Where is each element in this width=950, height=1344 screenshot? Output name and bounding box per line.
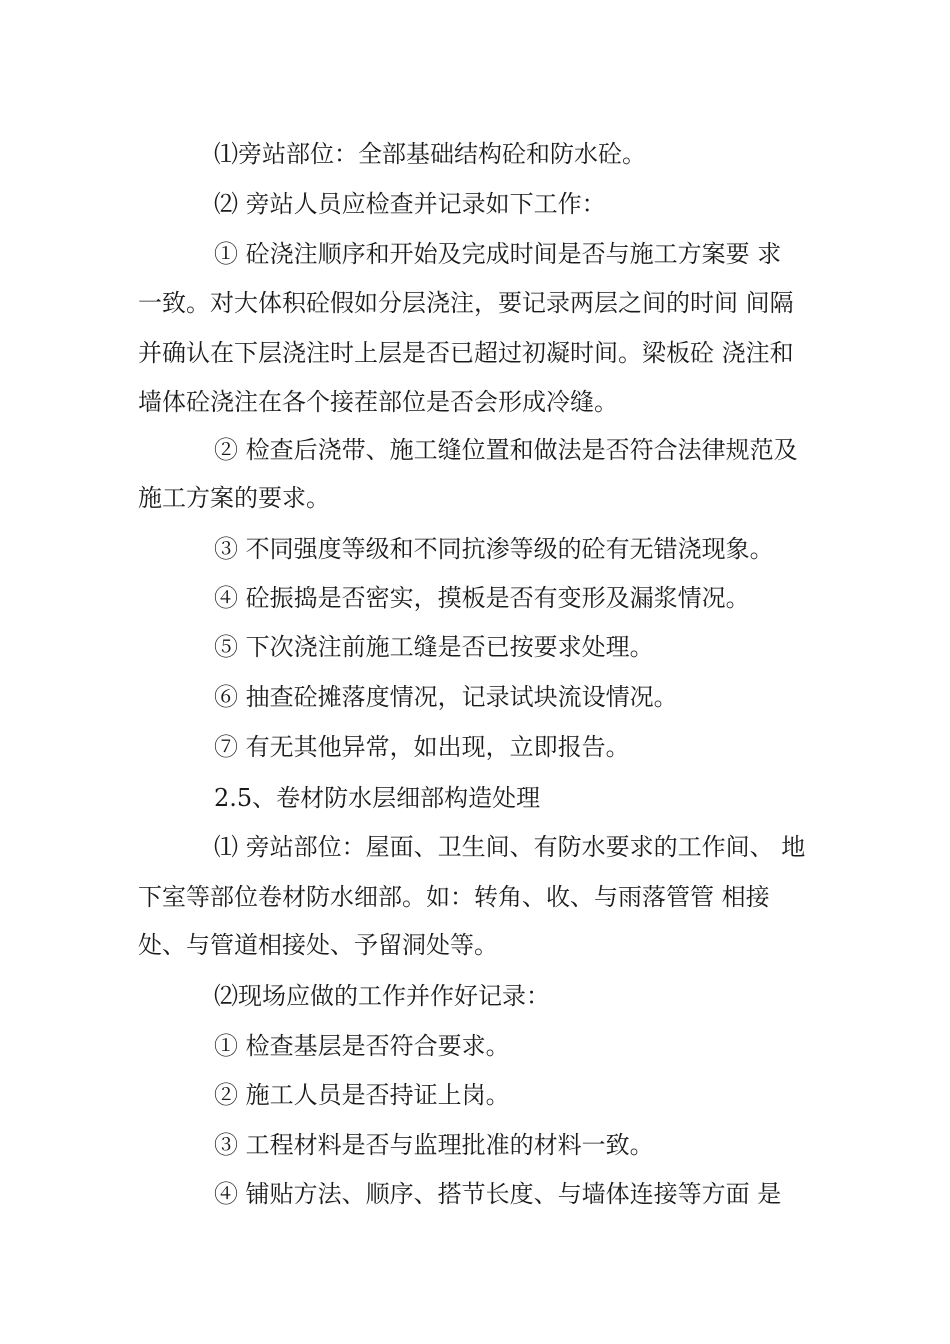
paragraph-line: ③ 不同强度等级和不同抗渗等级的砼有无错浇现象。 <box>214 535 774 563</box>
paragraph-line: 一致。对大体积砼假如分层浇注，要记录两层之间的时间 间隔 <box>138 289 794 317</box>
paragraph-line: ② 检查后浇带、施工缝位置和做法是否符合法律规范及 <box>214 436 798 464</box>
paragraph-line: ⑦ 有无其他异常，如出现，立即报告。 <box>214 733 630 761</box>
paragraph-line: 施工方案的要求。 <box>138 484 330 512</box>
paragraph-line: ⑥ 抽查砼摊落度情况，记录试块流设情况。 <box>214 683 678 711</box>
paragraph-line: ① 砼浇注顺序和开始及完成时间是否与施工方案要 求 <box>214 240 782 268</box>
paragraph-line: ⑤ 下次浇注前施工缝是否已按要求处理。 <box>214 633 654 661</box>
paragraph-line: ⑵ 旁站人员应检查并记录如下工作： <box>214 190 606 218</box>
paragraph-line: 墙体砼浇注在各个接茬部位是否会形成冷缝。 <box>138 388 618 416</box>
section-heading: 2.5、卷材防水层细部构造处理 <box>214 784 541 812</box>
paragraph-line: ③ 工程材料是否与监理批准的材料一致。 <box>214 1131 654 1159</box>
paragraph-line: ④ 铺贴方法、顺序、搭节长度、与墙体连接等方面 是 <box>214 1180 782 1208</box>
paragraph-line: ② 施工人员是否持证上岗。 <box>214 1081 510 1109</box>
paragraph-line: ⑵现场应做的工作并作好记录： <box>214 982 550 1010</box>
paragraph-line: 下室等部位卷材防水细部。如：转角、收、与雨落管管 相接 <box>138 883 770 911</box>
paragraph-line: ④ 砼振捣是否密实，摸板是否有变形及漏浆情况。 <box>214 584 750 612</box>
paragraph-line: 并确认在下层浇注时上层是否已超过初凝时间。梁板砼 浇注和 <box>138 339 794 367</box>
paragraph-line: ⑴旁站部位：全部基础结构砼和防水砼。 <box>214 140 646 168</box>
paragraph-line: ⑴ 旁站部位：屋面、卫生间、有防水要求的工作间、 地 <box>214 833 806 861</box>
paragraph-line: 处、与管道相接处、予留洞处等。 <box>138 931 498 959</box>
paragraph-line: ① 检查基层是否符合要求。 <box>214 1032 510 1060</box>
